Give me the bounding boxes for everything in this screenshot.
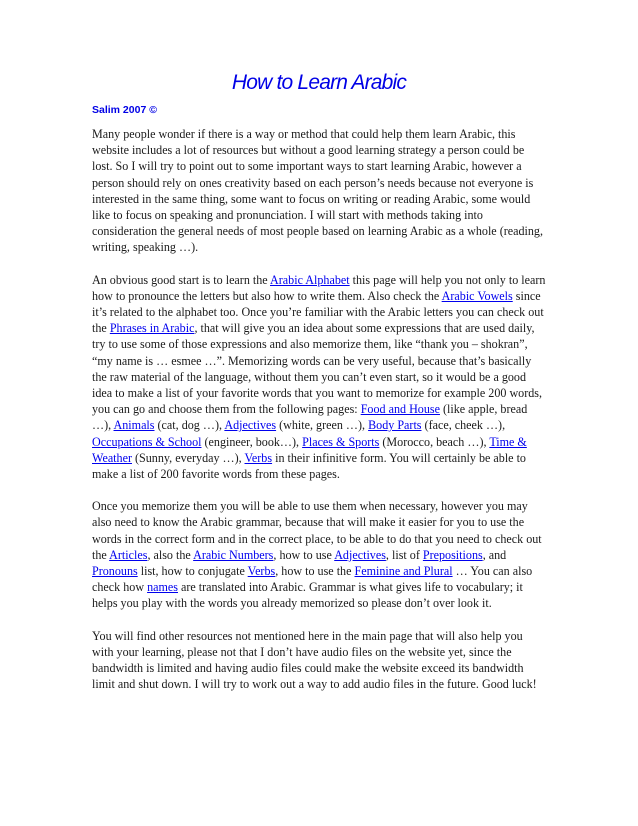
paragraph-text: Many people wonder if there is a way or method that could help them learn Arabic, this website includes a lot of resources but without a good learning strategy a person could be lost. So I will try to point out to some important ways to start learning Arabic, however a person should rely on ones creativity based on each person’s needs because not everyone is interested in the same thing, some want to focus on writing or reading Arabic, some would like to focus on speaking and pronunciation. I will start with methods taking into consideration the general needs of most people based on learning Arabic as a whole (reading, writing, speaking …). — [92, 127, 544, 255]
paragraph-text: Once you memorize them you will be able to use them when necessary, however you may also need to know the Arabic grammar, because that will make it easier for you to use the words in the correct form and in the correct place, to be able to do that you need to check out the — [92, 499, 542, 562]
places-and-sports-link[interactable]: Places & Sports — [302, 434, 380, 449]
document-body — [92, 126, 546, 693]
verbs-link[interactable]: Verbs — [244, 450, 273, 465]
arabic-numbers-link[interactable]: Arabic Numbers — [193, 547, 274, 562]
body-paragraph — [92, 628, 546, 693]
paragraph-text: (Sunny, everyday …), — [131, 450, 245, 465]
names-link[interactable]: names — [147, 580, 178, 595]
paragraph-text: this page will help you not only to learn how to pronounce the letters but also how to write them. Also check the — [92, 272, 546, 303]
paragraph-text: (white, green …), — [276, 418, 369, 433]
animals-link[interactable]: Animals — [113, 418, 155, 433]
articles-link[interactable]: Articles — [109, 547, 148, 562]
paragraph-text: since it’s related to the alphabet too. Once you’re familiar with the Arabic letters you can check out the — [92, 288, 544, 336]
phrases-in-arabic-link[interactable]: Phrases in Arabic — [109, 321, 195, 336]
paragraph-text: (engineer, book…), — [201, 434, 303, 449]
paragraph-text: , that will give you an idea about some expressions that are used daily, try to use some of those expressions and also memorize them, like “thank you – shokran”, “my name is … esmee …”. Memorizing words can be very useful, because that’s basically the raw material of the language, without them you can’t even start, so it would be a good idea to make a list of your favorite words that you want to memorize for example 200 words, you can go and choose them from the following pages: — [92, 321, 543, 417]
paragraph-text: list, how to conjugate — [137, 564, 248, 579]
paragraph-text: You will find other resources not mentioned here in the main page that will also help you with your learning, please not that I don’t have audio files on the website yet, since the bandwidth is limited and having audio files could make the website exceed its bandwidth limit and shut down. I will try to work out a way to add audio files in the future. Good luck! — [92, 628, 537, 692]
arabic-vowels-link[interactable]: Arabic Vowels — [441, 288, 513, 303]
paragraph-text: An obvious good start is to learn the — [92, 272, 271, 287]
body-parts-link[interactable]: Body Parts — [368, 418, 422, 433]
adjectives-link[interactable]: Adjectives — [224, 418, 277, 433]
time-and-weather-link[interactable]: Time & Weather — [92, 434, 527, 465]
verbs-link[interactable]: Verbs — [247, 564, 276, 579]
paragraph-text: … You can also check how — [92, 564, 533, 595]
arabic-alphabet-link[interactable]: Arabic Alphabet — [270, 272, 350, 287]
paragraph-text: , also the — [147, 547, 194, 562]
paragraph-text: (cat, dog …), — [154, 418, 225, 433]
paragraph-text: in their infinitive form. You will certainly be able to make a list of 200 favorite words from these pages. — [92, 450, 526, 482]
document-title: How to Learn Arabic — [231, 71, 407, 94]
prepositions-link[interactable]: Prepositions — [422, 547, 483, 562]
body-paragraph — [92, 126, 546, 256]
paragraph-text: (face, cheek …), — [421, 418, 506, 433]
occupations-and-school-link[interactable]: Occupations & School — [92, 434, 202, 449]
paragraph-text: are translated into Arabic. Grammar is what gives life to vocabulary; it helps you play with the words you already memorized so please don’t over look it. — [92, 580, 523, 611]
pronouns-link[interactable]: Pronouns — [92, 564, 138, 579]
food-and-house-link[interactable]: Food and House — [360, 402, 440, 417]
body-paragraph — [92, 498, 546, 611]
body-paragraph — [92, 272, 546, 483]
feminine-and-plural-link[interactable]: Feminine and Plural — [354, 564, 453, 579]
paragraph-text: , list of — [385, 547, 423, 562]
paragraph-text: (like apple, bread …), — [92, 402, 528, 433]
adjectives-link[interactable]: Adjectives — [334, 547, 386, 562]
paragraph-text: (Morocco, beach …), — [379, 434, 490, 449]
author-byline: Salim 2007 © — [92, 104, 157, 116]
paragraph-text: , how to use — [273, 547, 335, 562]
paragraph-text: , how to use the — [275, 564, 355, 579]
paragraph-text: , and — [482, 547, 507, 562]
document-page — [92, 70, 546, 709]
